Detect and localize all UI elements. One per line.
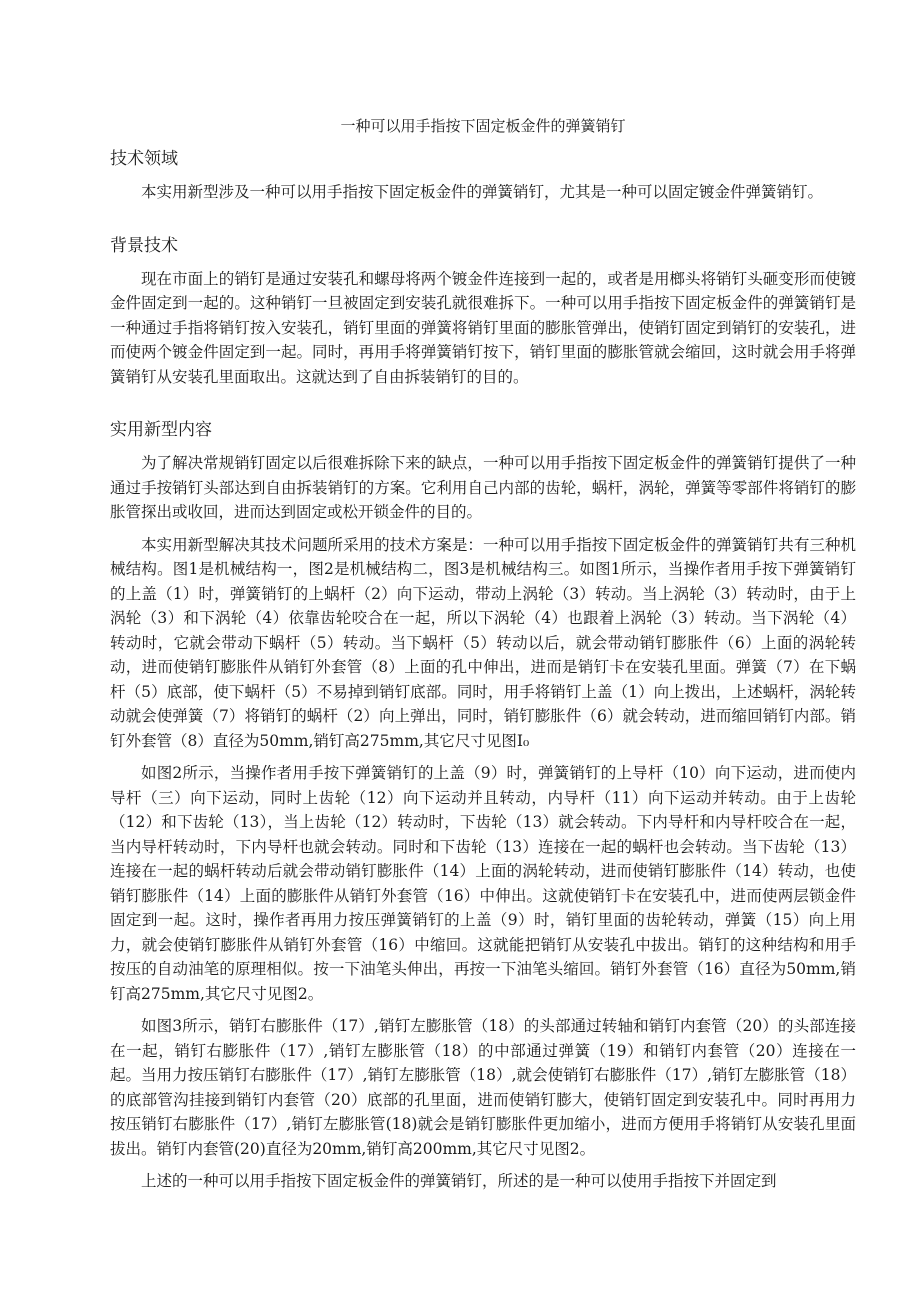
section-background [110,233,856,390]
paragraph-content-structure-1: 本实用新型解决其技术问题所采用的技术方案是：一种可以用手指按下固定板金件的弹簧销钉共有三种机械结构。图1是机械结构一，图2是机械结构二，图3是机械结构三。如图1所示，当操作者用手按下弹簧销钉的上盖（1）时，弹簧销钉的上蜗杆（2）向下运动，带动上涡轮（3）转动。当上涡轮（3）转动时，由于上涡轮（3）和下涡轮（4）依靠齿轮咬合在一起，所以下涡轮（4）也跟着上涡轮（3）转动。当下涡轮（4）转动时，它就会带动下蜗杆（5）转动。当下蜗杆（5）转动以后，就会带动销钉膨胀件（6）上面的涡轮转动，进而使销钉膨胀件从销钉外套管（8）上面的孔中伸出，进而是销钉卡在安装孔里面。弹簧（7）在下蜗杆（5）底部，使下蜗杆（5）不易掉到销钉底部。同时，用手将销钉上盖（1）向上拨出，上述蜗杆，涡轮转动就会使弹簧（7）将销钉的蜗杆（2）向上弹出，同时，销钉膨胀件（6）就会转动，进而缩回销钉内部。销钉外套管（8）直径为50mm,销钉高275mm,其它尺寸见图I₀ [110,535,856,750]
paragraph-content-intro: 为了解决常规销钉固定以后很难拆除下来的缺点，一种可以用手指按下固定板金件的弹簧销钉提供了一种通过手按销钉头部达到自由拆装销钉的方案。它利用自己内部的齿轮，蜗杆，涡轮，弹簧等零部件将销钉的膨胀管探出或收回，进而达到固定或松开锁金件的目的。 [110,454,856,521]
paragraph-content-summary: 上述的一种可以用手指按下固定板金件的弹簧销钉，所述的是一种可以使用手指按下并固定到 [141,1172,777,1190]
paragraph-technical-field: 本实用新型涉及一种可以用手指按下固定板金件的弹簧销钉，尤其是一种可以固定镀金件弹簧销钉。 [141,183,824,201]
section-content [110,417,856,1194]
paragraph-content-structure-3: 如图3所示，销钉右膨胀件（17）,销钉左膨胀管（18）的头部通过转轴和销钉内套管（20）的头部连接在一起，销钉右膨胀件（17）,销钉左膨胀管（18）的中部通过弹簧（19）和销钉内套管（20）连接在一起。当用力按压销钉右膨胀件（17）,销钉左膨胀管（18）,就会使销钉右膨胀件（17）,销钉左膨胀管（18）的底部管沟挂接到销钉内套管（20）底部的孔里面，进而使销钉膨大，使销钉固定到安装孔中。同时再用力按压销钉右膨胀件（17）,销钉左膨胀管(18)就会是销钉膨胀件更加缩小，进而方便用手将销钉从安装孔里面拔出。销钉内套管(20)直径为20mm,销钉高200mm,其它尺寸见图2。 [110,1017,856,1158]
document-title: 一种可以用手指按下固定板金件的弹簧销钉 [340,117,626,135]
section-heading-technical-field: 技术领域 [110,149,178,169]
section-heading-content: 实用新型内容 [110,420,212,440]
paragraph-content-structure-2: 如图2所示，当操作者用手按下弹簧销钉的上盖（9）时，弹簧销钉的上导杆（10）向下运动，进而使内导杆（三）向下运动，同时上齿轮（12）向下运动并且转动，内导杆（11）向下运动并转动。由于上齿轮（12）和下齿轮（13），当上齿轮（12）转动时，下齿轮（13）就会转动。下内导杆和内导杆咬合在一起，当内导杆转动时，下内导杆也就会转动。同时和下齿轮（13）连接在一起的蜗杆也会转动。当下齿轮（13）连接在一起的蜗杆转动后就会带动销钉膨胀件（14）上面的涡轮转动，进而使销钉膨胀件（14）转动，也使销钉膨胀件（14）上面的膨胀件从销钉外套管（16）中伸出。这就使销钉卡在安装孔中，进而使两层锁金件固定到一起。这时，操作者再用力按压弹簧销钉的上盖（9）时，销钉里面的齿轮转动，弹簧（15）向上用力，就会使销钉膨胀件从销钉外套管（16）中缩回。这就能把销钉从安装孔中拔出。销钉的这种结构和用手按压的自动油笔的原理相似。按一下油笔头伸出，再按一下油笔头缩回。销钉外套管（16）直径为50mm,销钉高275mm,其它尺寸见图2。 [110,764,856,1003]
document-page [110,112,856,1194]
section-technical-field [110,146,856,205]
section-heading-background: 背景技术 [110,235,178,256]
paragraph-background: 现在市面上的销钉是通过安装孔和螺母将两个镀金件连接到一起的，或者是用榔头将销钉头砸变形而使镀金件固定到一起的。这种销钉一旦被固定到安装孔就很难拆下。一种可以用手指按下固定板金件的弹簧销钉是一种通过手指将销钉按入安装孔，销钉里面的弹簧将销钉里面的膨胀管弹出，使销钉固定到销钉的安装孔，进而使两个镀金件固定到一起。同时，再用手将弹簧销钉按下，销钉里面的膨胀管就会缩回，这时就会用手将弹簧销钉从安装孔里面取出。这就达到了自由拆装销钉的目的。 [110,269,856,386]
